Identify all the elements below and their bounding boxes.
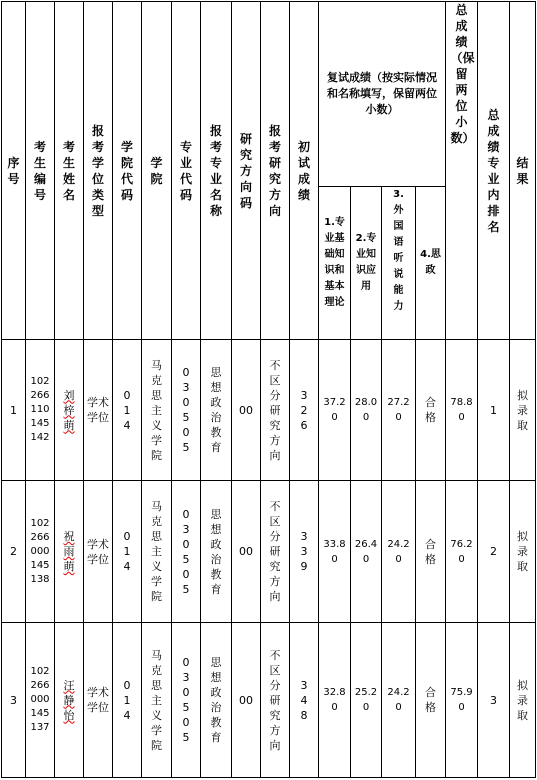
cell-seq: 3 [2, 623, 26, 778]
cell-degree-type: 学术学位 [84, 481, 113, 623]
header-retest-1: 1.专业基础知识和基本理论 [319, 187, 351, 340]
cell-major-name: 思想政治教育 [201, 340, 232, 481]
header-degree-type: 报考学位类型 [84, 2, 113, 340]
header-rank: 总成绩专业内排名 [478, 2, 510, 340]
cell-rank: 1 [478, 340, 510, 481]
cell-retest-1: 33.80 [319, 481, 351, 623]
header-total: 总成绩（保留两位小数） [446, 2, 478, 340]
header-direction-code: 研究方向码 [232, 2, 261, 340]
header-retest-4: 4.思政 [416, 187, 446, 340]
cell-name: 汪静怡 [55, 623, 84, 778]
cell-retest-4: 合格 [416, 481, 446, 623]
cell-school-code: 014 [113, 340, 142, 481]
cell-major-code: 030505 [172, 481, 201, 623]
cell-name: 祝雨萌 [55, 481, 84, 623]
cell-retest-3: 27.20 [382, 340, 416, 481]
cell-total: 76.20 [446, 481, 478, 623]
header-exam-no: 考生编号 [26, 2, 55, 340]
cell-retest-4: 合格 [416, 340, 446, 481]
cell-initial-score: 339 [290, 481, 319, 623]
cell-rank: 2 [478, 481, 510, 623]
cell-degree-type: 学术学位 [84, 623, 113, 778]
cell-direction: 不区分研究方向 [261, 623, 290, 778]
cell-retest-2: 25.20 [351, 623, 382, 778]
cell-school-code: 014 [113, 623, 142, 778]
cell-degree-type: 学术学位 [84, 340, 113, 481]
header-major-name: 报考专业名称 [201, 2, 232, 340]
header-major-code: 专业代码 [172, 2, 201, 340]
cell-retest-2: 28.00 [351, 340, 382, 481]
admission-results-table [1, 1, 536, 778]
table-row [2, 340, 536, 481]
header-retest-3: 3.外国语听说能力 [382, 187, 416, 340]
cell-direction-code: 00 [232, 623, 261, 778]
cell-initial-score: 348 [290, 623, 319, 778]
cell-direction-code: 00 [232, 340, 261, 481]
cell-major-code: 030505 [172, 340, 201, 481]
cell-exam-no: 102266000145138 [26, 481, 55, 623]
header-row-top [2, 2, 536, 187]
cell-retest-3: 24.20 [382, 481, 416, 623]
cell-exam-no: 102266000145137 [26, 623, 55, 778]
header-school: 学院 [142, 2, 172, 340]
cell-retest-2: 26.40 [351, 481, 382, 623]
cell-major-name: 思想政治教育 [201, 623, 232, 778]
cell-major-code: 030505 [172, 623, 201, 778]
cell-major-name: 思想政治教育 [201, 481, 232, 623]
cell-seq: 1 [2, 340, 26, 481]
cell-initial-score: 326 [290, 340, 319, 481]
cell-retest-3: 24.20 [382, 623, 416, 778]
cell-school-code: 014 [113, 481, 142, 623]
cell-total: 78.80 [446, 340, 478, 481]
header-direction: 报考研究方向 [261, 2, 290, 340]
cell-exam-no: 102266110145142 [26, 340, 55, 481]
cell-school: 马克思主义学院 [142, 340, 172, 481]
cell-seq: 2 [2, 481, 26, 623]
cell-retest-1: 32.80 [319, 623, 351, 778]
cell-name: 刘梓萌 [55, 340, 84, 481]
cell-result: 拟录取 [510, 481, 536, 623]
table-row [2, 481, 536, 623]
header-result: 结果 [510, 2, 536, 340]
header-initial-score: 初试成绩 [290, 2, 319, 340]
cell-direction: 不区分研究方向 [261, 340, 290, 481]
cell-school: 马克思主义学院 [142, 481, 172, 623]
cell-direction-code: 00 [232, 481, 261, 623]
cell-direction: 不区分研究方向 [261, 481, 290, 623]
cell-rank: 3 [478, 623, 510, 778]
header-retest-2: 2.专业知识应用 [351, 187, 382, 340]
table-row [2, 623, 536, 778]
header-retest-group: 复试成绩（按实际情况和名称填写，保留两位小数） [319, 2, 446, 187]
cell-retest-4: 合格 [416, 623, 446, 778]
cell-result: 拟录取 [510, 340, 536, 481]
header-seq: 序号 [2, 2, 26, 340]
cell-result: 拟录取 [510, 623, 536, 778]
header-school-code: 学院代码 [113, 2, 142, 340]
cell-school: 马克思主义学院 [142, 623, 172, 778]
header-name: 考生姓名 [55, 2, 84, 340]
cell-retest-1: 37.20 [319, 340, 351, 481]
cell-total: 75.90 [446, 623, 478, 778]
